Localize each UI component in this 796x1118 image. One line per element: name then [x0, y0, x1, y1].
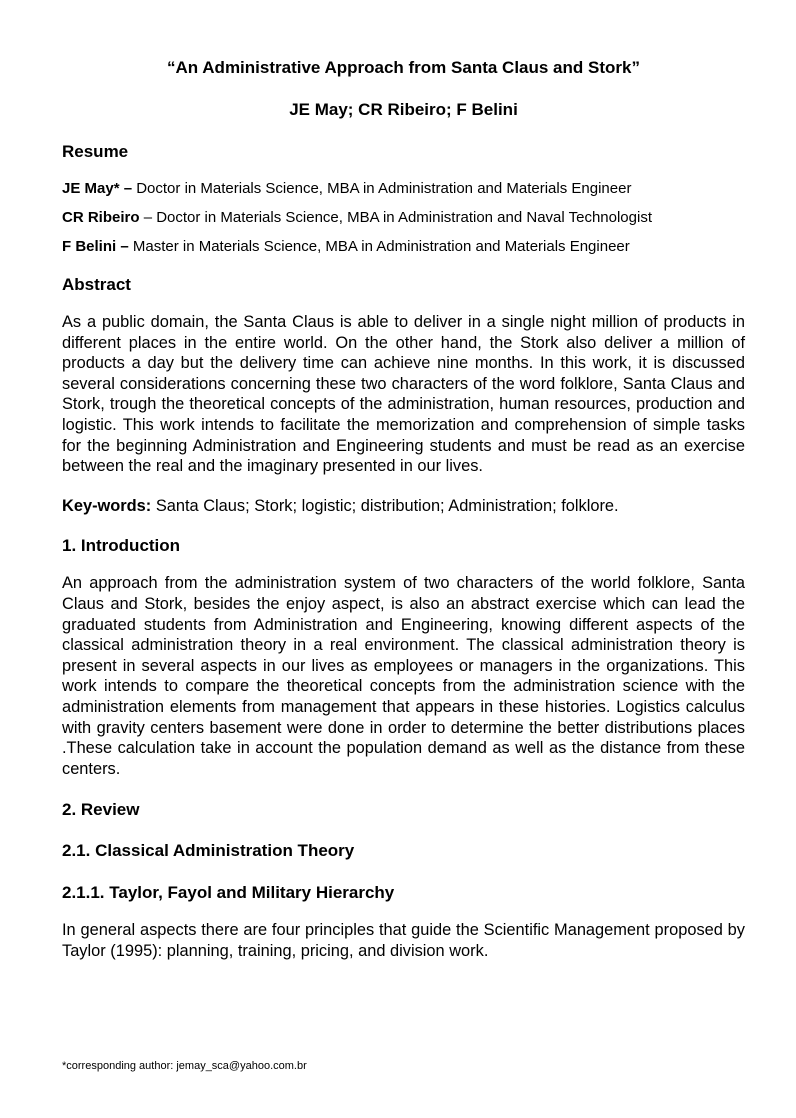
section-heading-2-1: 2.1. Classical Administration Theory: [62, 841, 355, 861]
abstract-heading: Abstract: [62, 275, 131, 294]
paper-page: [62, 56, 745, 961]
introduction-paragraph: An approach from the administration system of two characters of the world folklore, Santa Claus and Stork, besides the enjoy aspect, is also an abstract exercise which can lead the graduated students from Administration and Engineering, knowing different aspects of the classical administration theory in a real environment. The classical administration theory is present in several aspects in our lives as employees or managers in the organizations. This work intends to compare the theoretical concepts from the administration science with the administration elements from management that appears in these histories. Logistics calculus with gravity centers basement were done in order to determine the better distributions places .These calculation take in account the population demand as well as the distance from these centers.: [62, 574, 745, 778]
affiliation-desc: Doctor in Materials Science, MBA in Administration and Materials Engineer: [136, 180, 632, 197]
affiliation-list: [62, 179, 745, 256]
keywords-label: Key-words:: [62, 496, 152, 515]
review-heading: 2. Review: [62, 800, 140, 820]
introduction-heading: 1. Introduction: [62, 536, 181, 556]
corresponding-author-footnote: *corresponding author: jemay_sca@yahoo.com.br: [62, 1060, 307, 1072]
affiliation-name: JE May* –: [62, 180, 137, 197]
affiliation-desc: – Doctor in Materials Science, MBA in Administration and Naval Technologist: [143, 209, 652, 226]
paper-title: “An Administrative Approach from Santa Claus and Stork”: [167, 58, 640, 77]
section-heading-2-1-1: 2.1.1. Taylor, Fayol and Military Hierarchy: [62, 883, 395, 903]
affiliation-item: [62, 208, 745, 227]
abstract-paragraph: As a public domain, the Santa Claus is able to deliver in a single night million of products in different places in the entire world. On the other hand, the Stork also deliver a million of products a day but the delivery time can achieve nine months. In this work, it is discussed several considerations concerning these two characters of the word folklore, Santa Claus and Stork, trough the theoretical concepts of the administration, human resources, production and logistic. This work intends to facilitate the memorization and comprehension of simple tasks for the beginning Administration and Engineering students and must be read as an exercise between the real and the imaginary presented in our lives.: [62, 313, 745, 476]
affiliation-item: [62, 237, 745, 256]
affiliation-item: [62, 179, 745, 198]
author-line: JE May; CR Ribeiro; F Belini: [289, 100, 518, 119]
affiliation-desc: Master in Materials Science, MBA in Administration and Materials Engineer: [132, 238, 630, 255]
keywords-text: Santa Claus; Stork; logistic; distribution; Administration; folklore.: [151, 496, 619, 515]
keywords-line: [62, 496, 745, 517]
taylor-paragraph: In general aspects there are four principles that guide the Scientific Management proposed by Taylor (1995): planning, training, pricing, and division work.: [62, 921, 745, 960]
resume-heading: Resume: [62, 142, 129, 161]
affiliation-name: CR Ribeiro: [62, 209, 144, 226]
affiliation-name: F Belini –: [62, 238, 133, 255]
